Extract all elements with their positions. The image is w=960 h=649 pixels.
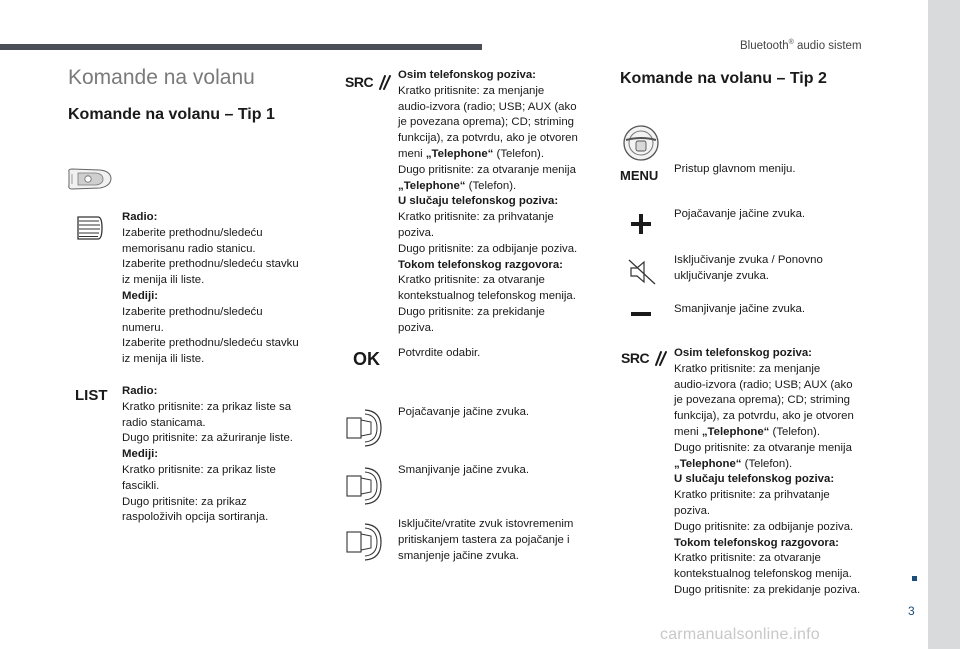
tip2-heading: Komande na volanu – Tip 2 bbox=[620, 70, 827, 87]
menu-text: Pristup glavnom meniju. bbox=[674, 163, 796, 175]
list-button-icon: LIST bbox=[75, 387, 108, 404]
volume-up-rocker-icon bbox=[343, 408, 387, 448]
mute-rocker-icon bbox=[343, 522, 387, 562]
steering-wheel-icon bbox=[620, 124, 662, 162]
mute-speaker-icon bbox=[627, 257, 657, 287]
steering-column-stalk-icon bbox=[66, 165, 114, 193]
src-button-icon-tip2: SRC bbox=[621, 350, 668, 368]
tip1-radio-block: Radio: Izaberite prethodnu/sledeću memorisanu radio stanicu. Izaberite prethodnu/sledeću stavku iz menija ili liste. Mediji: Izaberite prethodnu/sledeću numeru. Izaberite prethodnu/sledeću stavku iz menija ili liste. bbox=[122, 211, 299, 366]
mute-text: Isključite/vratite zvuk istovremenim pritiskanjem tastera za pojačanje i smanjenje jačine zvuka. bbox=[398, 518, 574, 562]
plus-icon bbox=[630, 213, 652, 235]
minus-icon bbox=[630, 311, 652, 317]
phone-handset-icon bbox=[654, 350, 668, 366]
header-rule bbox=[0, 44, 482, 50]
section-title: Komande na volanu bbox=[68, 66, 255, 89]
volume-down-text: Smanjivanje jačine zvuka. bbox=[398, 464, 530, 476]
page-marker-square bbox=[912, 576, 917, 581]
tip1-heading: Komande na volanu – Tip 1 bbox=[68, 106, 275, 123]
middle-src-block: Osim telefonskog poziva: Kratko pritisnite: za menjanje audio-izvora (radio; USB; AUX (ako je povezana oprema); CD; striming funkcija), za potvrdu, ako je otvoren meni „Telephone“ (Telefon). Dugo pritisnite: za otvaranje menija „Telephone“ (Telefon). U slučaju telefonskog poziva: Kratko pritisnite: za prihvatanje poziva. Dugo pritisnite: za odbijanje poziva. Tokom telefonskog razgovora: Kratko pritisnite: za otvaranje kontekstualnog telefonskog menija. Dugo pritisnite: za prekidanje poziva. bbox=[398, 69, 578, 334]
tip2-src-block: Osim telefonskog poziva: Kratko pritisnite: za menjanje audio-izvora (radio; USB; AUX (ako je povezana oprema); CD; striming funkcija), za potvrdu, ako je otvoren meni „Telephone“ (Telefon). Dugo pritisnite: za otvaranje menija „Telephone“ (Telefon). U slučaju telefonskog poziva: Kratko pritisnite: za prihvatanje poziva. Dugo pritisnite: za odbijanje poziva. Tokom telefonskog razgovora: Kratko pritisnite: za otvaranje kontekstualnog telefonskog menija. Dugo pritisnite: za prekidanje poziva. bbox=[674, 347, 861, 596]
menu-button-icon: MENU bbox=[620, 168, 659, 183]
watermark: carmanualsonline.info bbox=[660, 626, 820, 643]
running-header: Bluetooth® audio sistem bbox=[740, 39, 862, 52]
ok-text: Potvrdite odabir. bbox=[398, 347, 481, 359]
tip1-list-block: Radio: Kratko pritisnite: za prikaz liste sa radio stanicama. Dugo pritisnite: za ažuriranje liste. Mediji: Kratko pritisnite: za prikaz liste fascikli. Dugo pritisnite: za prikaz raspoloživih opcija sortiranja. bbox=[122, 385, 293, 524]
volume-up-text: Pojačavanje jačine zvuka. bbox=[398, 406, 530, 418]
ok-button-icon: OK bbox=[353, 349, 380, 369]
thumbwheel-icon bbox=[74, 214, 104, 242]
phone-handset-icon bbox=[378, 74, 392, 90]
plus-text: Pojačavanje jačine zvuka. bbox=[674, 208, 806, 220]
mute-text-tip2: Isključivanje zvuka / Ponovno uključivanje zvuka. bbox=[674, 254, 823, 282]
page-side-strip bbox=[928, 0, 960, 649]
page-number: 3 bbox=[908, 604, 915, 618]
src-button-icon: SRC bbox=[345, 74, 392, 92]
minus-text: Smanjivanje jačine zvuka. bbox=[674, 303, 806, 315]
volume-down-rocker-icon bbox=[343, 466, 387, 506]
